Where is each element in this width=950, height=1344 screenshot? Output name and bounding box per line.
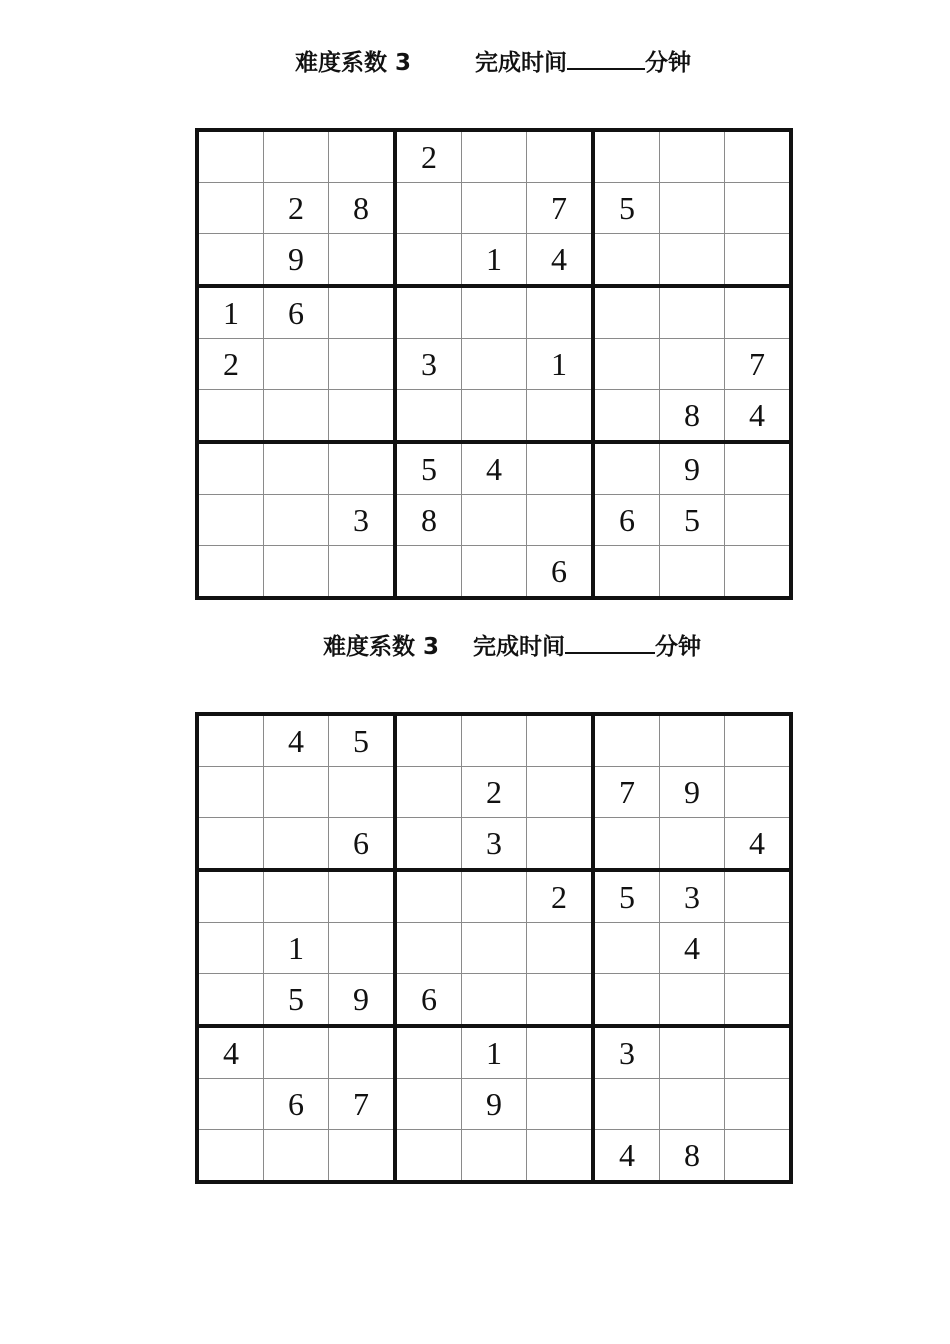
sudoku-cell[interactable] — [462, 974, 527, 1027]
sudoku-cell[interactable] — [660, 974, 725, 1027]
time-unit: 分钟 — [655, 634, 702, 660]
sudoku-cell[interactable] — [527, 1026, 594, 1079]
sudoku-cell: 6 — [264, 286, 329, 339]
grid-row — [197, 234, 791, 287]
sudoku-cell[interactable] — [329, 442, 396, 495]
sudoku-cell[interactable] — [329, 767, 396, 818]
time-blank[interactable] — [567, 46, 645, 70]
sudoku-cell[interactable] — [395, 870, 462, 923]
sudoku-cell[interactable] — [329, 1026, 396, 1079]
sudoku-cell: 5 — [264, 974, 329, 1027]
time-unit: 分钟 — [645, 50, 692, 76]
sudoku-cell[interactable] — [725, 870, 792, 923]
grid-row — [197, 1079, 791, 1130]
sudoku-cell[interactable] — [197, 546, 264, 599]
sudoku-cell[interactable] — [527, 923, 594, 974]
sudoku-cell: 4 — [264, 714, 329, 767]
sudoku-cell[interactable] — [462, 923, 527, 974]
sudoku-cell[interactable] — [462, 390, 527, 443]
sudoku-cell: 3 — [660, 870, 725, 923]
sudoku-cell[interactable] — [197, 1079, 264, 1130]
sudoku-cell[interactable] — [329, 130, 396, 183]
sudoku-cell: 7 — [329, 1079, 396, 1130]
sudoku-cell[interactable] — [725, 1079, 792, 1130]
sudoku-cell: 3 — [593, 1026, 660, 1079]
sudoku-cell[interactable] — [660, 714, 725, 767]
sudoku-cell: 6 — [264, 1079, 329, 1130]
sudoku-cell[interactable] — [725, 442, 792, 495]
sudoku-cell[interactable] — [725, 495, 792, 546]
sudoku-cell[interactable] — [725, 1026, 792, 1079]
sudoku-cell[interactable] — [197, 818, 264, 871]
time-label: 完成时间 — [473, 634, 566, 660]
sudoku-cell: 6 — [395, 974, 462, 1027]
sudoku-cell[interactable] — [462, 714, 527, 767]
grid-row — [197, 818, 791, 871]
puzzle-2-header — [323, 630, 701, 662]
sudoku-cell[interactable] — [197, 495, 264, 546]
sudoku-cell: 4 — [660, 923, 725, 974]
difficulty-label: 难度系数 3 — [295, 50, 412, 76]
sudoku-cell[interactable] — [329, 286, 396, 339]
sudoku-cell[interactable] — [725, 234, 792, 287]
sudoku-cell: 7 — [725, 339, 792, 390]
sudoku-cell[interactable] — [660, 1079, 725, 1130]
sudoku-cell[interactable] — [725, 286, 792, 339]
sudoku-cell[interactable] — [725, 923, 792, 974]
sudoku-cell: 2 — [527, 870, 594, 923]
sudoku-cell[interactable] — [329, 546, 396, 599]
sudoku-cell[interactable] — [395, 546, 462, 599]
sudoku-cell[interactable] — [197, 923, 264, 974]
sudoku-cell: 7 — [527, 183, 594, 234]
sudoku-cell: 2 — [462, 767, 527, 818]
sudoku-cell[interactable] — [725, 546, 792, 599]
grid-row — [197, 1130, 791, 1183]
sudoku-cell[interactable] — [527, 1130, 594, 1183]
grid-row — [197, 546, 791, 599]
sudoku-cell[interactable] — [527, 390, 594, 443]
sudoku-cell[interactable] — [395, 390, 462, 443]
sudoku-cell[interactable] — [462, 339, 527, 390]
sudoku-cell: 9 — [660, 442, 725, 495]
sudoku-cell[interactable] — [593, 714, 660, 767]
sudoku-cell: 9 — [264, 234, 329, 287]
sudoku-cell[interactable] — [197, 974, 264, 1027]
sudoku-cell[interactable] — [329, 870, 396, 923]
sudoku-cell[interactable] — [462, 130, 527, 183]
sudoku-cell: 1 — [462, 234, 527, 287]
sudoku-cell[interactable] — [593, 442, 660, 495]
sudoku-cell: 9 — [329, 974, 396, 1027]
sudoku-cell: 7 — [593, 767, 660, 818]
sudoku-cell[interactable] — [527, 442, 594, 495]
sudoku-cell[interactable] — [660, 818, 725, 871]
sudoku-cell[interactable] — [264, 130, 329, 183]
sudoku-cell[interactable] — [197, 130, 264, 183]
grid-row — [197, 974, 791, 1027]
sudoku-cell[interactable] — [527, 818, 594, 871]
sudoku-cell[interactable] — [264, 1130, 329, 1183]
sudoku-cell[interactable] — [725, 130, 792, 183]
sudoku-cell[interactable] — [593, 923, 660, 974]
sudoku-cell[interactable] — [197, 870, 264, 923]
sudoku-cell[interactable] — [593, 1079, 660, 1130]
sudoku-grid-1 — [195, 128, 793, 600]
sudoku-grid-2 — [195, 712, 793, 1184]
sudoku-cell: 8 — [660, 1130, 725, 1183]
sudoku-cell[interactable] — [660, 286, 725, 339]
sudoku-cell[interactable] — [660, 130, 725, 183]
sudoku-cell[interactable] — [660, 183, 725, 234]
difficulty-label: 难度系数 3 — [323, 634, 440, 660]
sudoku-cell[interactable] — [593, 818, 660, 871]
sudoku-cell: 3 — [395, 339, 462, 390]
sudoku-cell[interactable] — [329, 1130, 396, 1183]
sudoku-cell[interactable] — [527, 495, 594, 546]
grid-row — [197, 1026, 791, 1079]
grid-row — [197, 130, 791, 183]
time-blank[interactable] — [565, 630, 655, 654]
sudoku-cell[interactable] — [395, 767, 462, 818]
sudoku-cell[interactable] — [462, 546, 527, 599]
sudoku-cell: 8 — [329, 183, 396, 234]
sudoku-cell[interactable] — [527, 974, 594, 1027]
sudoku-cell: 2 — [264, 183, 329, 234]
sudoku-cell: 5 — [395, 442, 462, 495]
sudoku-cell[interactable] — [264, 870, 329, 923]
sudoku-cell[interactable] — [264, 339, 329, 390]
sudoku-cell[interactable] — [593, 339, 660, 390]
sudoku-cell[interactable] — [329, 923, 396, 974]
grid-row — [197, 183, 791, 234]
sudoku-cell[interactable] — [725, 1130, 792, 1183]
sudoku-cell[interactable] — [660, 339, 725, 390]
sudoku-cell[interactable] — [395, 286, 462, 339]
sudoku-cell: 6 — [329, 818, 396, 871]
sudoku-cell: 1 — [462, 1026, 527, 1079]
sudoku-cell: 4 — [725, 390, 792, 443]
sudoku-cell[interactable] — [264, 495, 329, 546]
sudoku-cell[interactable] — [197, 767, 264, 818]
sudoku-cell[interactable] — [725, 714, 792, 767]
sudoku-cell[interactable] — [593, 286, 660, 339]
sudoku-cell[interactable] — [197, 234, 264, 287]
sudoku-cell: 1 — [197, 286, 264, 339]
sudoku-cell: 6 — [527, 546, 594, 599]
sudoku-cell: 3 — [462, 818, 527, 871]
sudoku-cell: 1 — [527, 339, 594, 390]
sudoku-cell: 8 — [660, 390, 725, 443]
grid-row — [197, 390, 791, 443]
grid-row — [197, 286, 791, 339]
sudoku-cell[interactable] — [264, 390, 329, 443]
sudoku-cell: 8 — [395, 495, 462, 546]
grid-row — [197, 495, 791, 546]
sudoku-cell[interactable] — [660, 1026, 725, 1079]
sudoku-cell: 4 — [527, 234, 594, 287]
sudoku-cell[interactable] — [395, 234, 462, 287]
sudoku-cell[interactable] — [527, 767, 594, 818]
sudoku-cell[interactable] — [395, 1026, 462, 1079]
sudoku-cell[interactable] — [725, 974, 792, 1027]
sudoku-cell: 1 — [264, 923, 329, 974]
sudoku-cell[interactable] — [197, 714, 264, 767]
sudoku-cell[interactable] — [264, 818, 329, 871]
grid-row — [197, 442, 791, 495]
sudoku-cell[interactable] — [395, 714, 462, 767]
sudoku-cell[interactable] — [197, 1130, 264, 1183]
sudoku-cell[interactable] — [329, 234, 396, 287]
sudoku-cell: 2 — [197, 339, 264, 390]
sudoku-cell[interactable] — [395, 818, 462, 871]
sudoku-cell: 4 — [462, 442, 527, 495]
sudoku-cell: 5 — [593, 870, 660, 923]
sudoku-cell[interactable] — [593, 390, 660, 443]
sudoku-cell[interactable] — [462, 183, 527, 234]
sudoku-cell[interactable] — [197, 183, 264, 234]
sudoku-cell[interactable] — [264, 1026, 329, 1079]
time-label: 完成时间 — [475, 50, 568, 76]
sudoku-cell[interactable] — [395, 1130, 462, 1183]
sudoku-cell[interactable] — [264, 767, 329, 818]
sudoku-cell[interactable] — [462, 1130, 527, 1183]
sudoku-cell[interactable] — [725, 183, 792, 234]
sudoku-cell: 4 — [725, 818, 792, 871]
sudoku-cell[interactable] — [593, 546, 660, 599]
grid-row — [197, 714, 791, 767]
grid-row — [197, 923, 791, 974]
sudoku-cell[interactable] — [329, 339, 396, 390]
sudoku-cell[interactable] — [462, 286, 527, 339]
sudoku-cell[interactable] — [527, 286, 594, 339]
sudoku-cell[interactable] — [593, 234, 660, 287]
sudoku-cell[interactable] — [395, 183, 462, 234]
sudoku-cell[interactable] — [527, 714, 594, 767]
sudoku-cell[interactable] — [197, 390, 264, 443]
sudoku-cell[interactable] — [527, 130, 594, 183]
sudoku-cell: 5 — [593, 183, 660, 234]
sudoku-cell[interactable] — [725, 767, 792, 818]
grid-row — [197, 870, 791, 923]
sudoku-cell[interactable] — [527, 1079, 594, 1130]
sudoku-cell[interactable] — [593, 974, 660, 1027]
sudoku-cell[interactable] — [395, 1079, 462, 1130]
sudoku-cell: 9 — [660, 767, 725, 818]
sudoku-cell: 5 — [660, 495, 725, 546]
sudoku-cell: 9 — [462, 1079, 527, 1130]
sudoku-cell[interactable] — [462, 495, 527, 546]
sudoku-cell: 3 — [329, 495, 396, 546]
sudoku-cell[interactable] — [329, 390, 396, 443]
puzzle-1-header — [295, 46, 691, 78]
sudoku-cell[interactable] — [264, 546, 329, 599]
sudoku-cell[interactable] — [593, 130, 660, 183]
sudoku-cell: 5 — [329, 714, 396, 767]
grid-row — [197, 767, 791, 818]
sudoku-cell[interactable] — [660, 234, 725, 287]
sudoku-cell: 4 — [593, 1130, 660, 1183]
sudoku-cell[interactable] — [660, 546, 725, 599]
sudoku-cell[interactable] — [264, 442, 329, 495]
sudoku-cell: 2 — [395, 130, 462, 183]
sudoku-cell[interactable] — [462, 870, 527, 923]
sudoku-cell: 4 — [197, 1026, 264, 1079]
sudoku-cell[interactable] — [395, 923, 462, 974]
grid-row — [197, 339, 791, 390]
sudoku-cell[interactable] — [197, 442, 264, 495]
sudoku-cell: 6 — [593, 495, 660, 546]
